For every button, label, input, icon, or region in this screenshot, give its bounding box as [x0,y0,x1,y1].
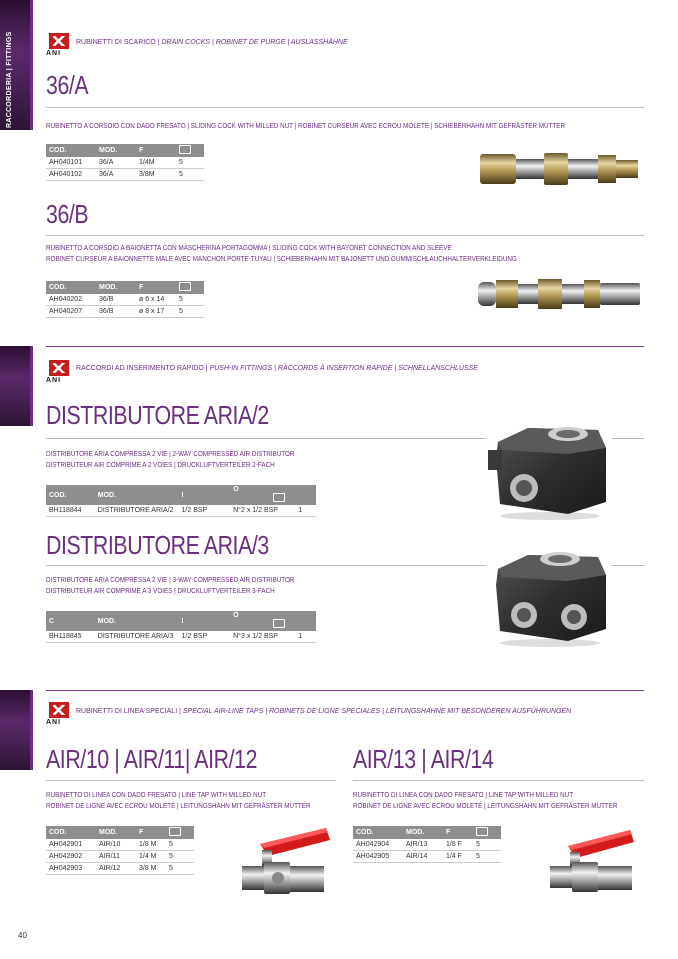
side-tab-fittings [0,0,30,130]
table-row: BH118844 DISTRIBUTORE ARIA/2 1/2 BSP N°2 x 1/2 BSP 1 [46,505,316,517]
air-distributor-2-image [488,418,610,522]
brand-logo: ANI [46,360,72,388]
table-row: AH040202 36/B ø 6 x 14 5 [46,294,204,306]
divider [612,438,644,439]
product-description: DISTRIBUTORE ARIA COMPRESSA 2 VIE | 3-WAY COMPRESSED AIR DISTRIBUTOR DISTRIBUTEUR AIR COMPRIME A 3 VOIES | DRUCKLUFTVERTEILER 3-FACH [46,577,295,595]
sidebar-label: RACCORDERIA | FITTINGS [6,31,13,128]
side-stripe [30,690,33,770]
page-number: 40 [18,931,27,940]
divider [46,780,336,781]
table-row: AH040101 36/A 1/4M 5 [46,157,204,169]
section-label: RUBINETTI DI SCARICO | DRAIN COCKS | ROBINET DE PURGE | AUSLASSHÄHNE [76,39,348,46]
product-title: DISTRIBUTORE ARIA/3 [46,530,269,560]
spec-table: COD. MOD. F AH040202 36/B ø 6 x 14 5 AH040207 36/B ø 8 x 17 5 [46,281,204,318]
brand-logo: ANI [46,33,72,61]
product-description: RUBINETTO A CORSOIO CON DADO FRESATO | SLIDING COCK WITH MILLED NUT | ROBINET CURSEUR AVEC ECROU MOLETE | SCHIEBERHAHN MIT GEFRÄSTER MUTTER [46,123,566,130]
product-title: DISTRIBUTORE ARIA/2 [46,400,269,430]
spec-table: C MOD. I O BH118845 DISTRIBUTORE ARIA/3 1/2 BSP N°3 x 1/2 BSP 1 [46,611,316,643]
product-description: RUBINETTO DI LINEA CON DADO FRESATO | LINE TAP WITH MILLED NUT ROBINET DE LIGNE AVEC ECROU MOLETÉ | LEITUNGSHAHN MIT GEFRÄSTER MUTTER [353,792,618,810]
product-title: 36/A [46,70,89,100]
product-title: 36/B [46,199,89,229]
package-icon [476,827,488,836]
side-tab-decor [0,346,30,426]
air-distributor-3-image [488,545,610,649]
product-description: DISTRIBUTORE ARIA COMPRESSA 2 VIE | 2-WAY COMPRESSED AIR DISTRIBUTOR DISTRIBUTEUR AIR COMPRIME A 2 VOIES | DRUCKLUFTVERTEILER 2-FACH [46,451,295,469]
spec-table: COD. MOD. F AH042901 AIR/10 1/8 M 5 AH042902 AIR/11 1/4 M 5 AH042903 AIR/12 3/8 M 5 [46,826,194,875]
table-row: AH042904 AIR/13 1/8 F 5 [353,839,501,851]
line-tap-air10-image [238,822,334,900]
product-description: RUBINETTO A CORSOIO A BAIONETTA CON MASCHERINA PORTAGOMMA | SLIDING COCK WITH BAYONET CONNECTION AND SLEEVE ROBINET CURSEUR A BAIONNETTE MALE AVEC MANCHON PORTE-TUYAU | SCHIEBERHAHN MIT BAJONETT UND GUMMISCHLAUCHHALTERVERKLEIDUNG [46,245,517,263]
divider [46,235,644,236]
package-icon [273,493,285,502]
section-label: RACCORDI AD INSERIMENTO RAPIDO | PUSH-IN FITTINGS | RACCORDS À INSERTION RAPIDE | SCHNELLANSCHLÜSSE [76,365,478,372]
package-icon [179,145,191,154]
line-tap-air13-image [548,826,640,896]
package-icon [179,282,191,291]
table-row: AH042903 AIR/12 3/8 M 5 [46,863,194,875]
divider [46,438,486,439]
spec-table: COD. MOD. F AH042904 AIR/13 1/8 F 5 AH042905 AIR/14 1/4 F 5 [353,826,501,863]
side-stripe [30,346,33,426]
sliding-cock-36b-image [476,276,642,312]
table-row: AH042901 AIR/10 1/8 M 5 [46,839,194,851]
side-tab-decor [0,690,30,770]
sliding-cock-36a-image [478,150,640,188]
product-description: RUBINETTO DI LINEA CON DADO FRESATO | LINE TAP WITH MILLED NUT ROBINET DE LIGNE AVEC ECROU MOLETÉ | LEITUNGSHAHN MIT GEFRÄSTER MUTTER [46,792,311,810]
table-row: AH042902 AIR/11 1/4 M 5 [46,851,194,863]
product-title: AIR/10 | AIR/11| AIR/12 [46,744,258,774]
table-row: AH042905 AIR/14 1/4 F 5 [353,851,501,863]
package-icon [169,827,181,836]
divider [612,565,644,566]
table-row: BH118845 DISTRIBUTORE ARIA/3 1/2 BSP N°3 x 1/2 BSP 1 [46,631,316,643]
package-icon [273,619,285,628]
divider [46,565,486,566]
table-row: AH040102 36/A 3/8M 5 [46,169,204,181]
section-divider [46,346,644,347]
section-label: RUBINETTI DI LINEA SPECIALI | SPECIAL AIR-LINE TAPS | ROBINETS DE LIGNE SPECIALES | LEITUNGSHÄHNE MIT BESONDEREN AUSFÜHRUNGEN [76,708,572,715]
table-row: AH040207 36/B ø 8 x 17 5 [46,306,204,318]
section-divider [46,690,644,691]
side-stripe [30,0,33,130]
brand-logo: ANI [46,702,72,730]
spec-table: COD. MOD. I O BH118844 DISTRIBUTORE ARIA/2 1/2 BSP N°2 x 1/2 BSP 1 [46,485,316,517]
spec-table: COD. MOD. F AH040101 36/A 1/4M 5 AH040102 36/A 3/8M 5 [46,144,204,181]
divider [46,107,644,108]
divider [353,780,644,781]
product-title: AIR/13 | AIR/14 [353,744,494,774]
